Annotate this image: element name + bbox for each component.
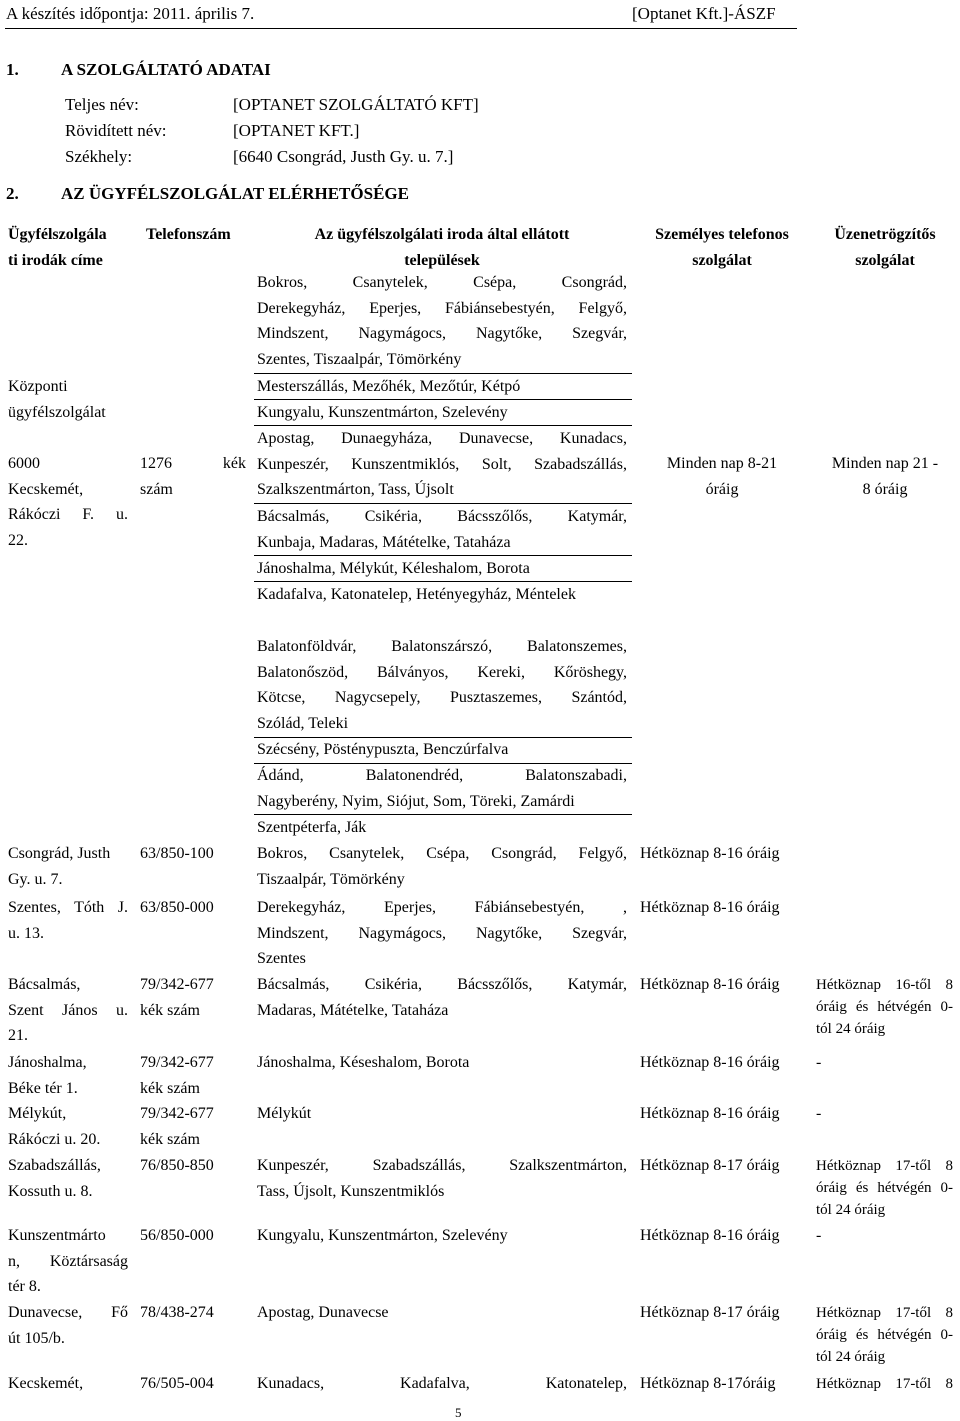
office-address: Bácsalmás, Szent János u. 21. (8, 976, 128, 1044)
settlement-group-2: Ádánd, Balatonendréd, Balatonszabadi, Nagyberény, Nyim, Siójut, Som, Töreki, Zamárdi (257, 767, 627, 810)
central-settlement-group: Jánoshalma, Mélykút, Kéleshalom, Borota (257, 560, 530, 577)
office-address: Dunavecse, Fő út 105/b. (8, 1304, 128, 1347)
office-personal: Hétköznap 8-16 óráig (640, 976, 780, 993)
central-personal: Minden nap 8-21 óráig (666, 455, 778, 498)
value-full-name: [OPTANET SZOLGÁLTATÓ KFT] (233, 95, 479, 114)
office-phone: 63/850-000 (140, 899, 214, 916)
office-settlements: Jánoshalma, Késeshalom, Borota (257, 1054, 470, 1071)
central-settlement-group: Bácsalmás, Csikéria, Bácsszőlős, Katymár, Kunbaja, Madaras, Mátételke, Tataháza (257, 508, 627, 551)
settlement-group-2: Szentpéterfa, Ják (257, 819, 367, 836)
office-personal: Hétköznap 8-16 óráig (640, 845, 780, 862)
label-short-name: Rövidített név: (65, 121, 167, 140)
header-company: [Optanet Kft.]-ÁSZF (632, 4, 776, 23)
office-voicemail: - (816, 1054, 822, 1071)
settlement-group-2: Balatonföldvár, Balatonszárszó, Balatonszemes, Balatonőszöd, Bálványos, Kereki, Kőröshegy, Kötcse, Nagycsepely, Pusztaszemes, Szántód, Szólád, Teleki (257, 638, 627, 732)
office-voicemail: - (816, 1105, 822, 1122)
office-address: Csongrád, Justh Gy. u. 7. (8, 845, 111, 888)
central-settlement-group: Mesterszállás, Mezőhék, Mezőtúr, Kétpó (257, 378, 521, 395)
office-voicemail: Hétköznap 17-től 8 óráig és hétvégén 0- tól 24 óráig (816, 1305, 953, 1365)
office-phone: 76/505-004 (140, 1375, 214, 1392)
office-address: Kunszentmárto n, Köztársaság tér 8. (8, 1227, 128, 1295)
central-voicemail: Minden nap 21 - 8 óráig (831, 455, 939, 498)
section2-title: AZ ÜGYFÉLSZOLGÁLAT ELÉRHETŐSÉGE (61, 184, 409, 203)
office-personal: Hétköznap 8-17 óráig (640, 1304, 780, 1321)
office-personal: Hétköznap 8-16 óráig (640, 1054, 780, 1071)
label-seat: Székhely: (65, 147, 133, 166)
th-phone: Telefonszám (146, 226, 231, 243)
office-phone: 79/342-677 kék szám (140, 1054, 214, 1097)
office-address: Szentes, Tóth J. u. 13. (8, 899, 128, 942)
office-personal: Hétköznap 8-17 óráig (640, 1157, 780, 1174)
central-address: 6000 Kecskemét, Rákóczi F. u. 22. (8, 455, 128, 549)
office-phone: 79/342-677 kék szám (140, 1105, 214, 1148)
office-voicemail: - (816, 1227, 822, 1244)
office-phone: 56/850-000 (140, 1227, 214, 1244)
th-voicemail: Üzenetrögzítős szolgálat (834, 226, 936, 269)
office-phone: 76/850-850 (140, 1157, 214, 1174)
central-settlement-group: Bokros, Csanytelek, Csépa, Csongrád, Derekegyház, Eperjes, Fábiánsebestyén, Felgyő, Mindszent, Nagymágocs, Nagytőke, Szegvár, Szentes, Tiszaalpár, Tömörkény (257, 274, 627, 368)
section2-number: 2. (6, 184, 19, 203)
office-settlements: Kunadacs, Kadafalva, Katonatelep, (257, 1375, 627, 1392)
page-number: 5 (455, 1405, 462, 1420)
office-personal: Hétköznap 8-16 óráig (640, 899, 780, 916)
header-rule (5, 28, 797, 29)
section1-title: A SZOLGÁLTATÓ ADATAI (61, 60, 271, 79)
office-voicemail: Hétköznap 17-től 8 (816, 1376, 953, 1392)
office-personal: Hétköznap 8-16 óráig (640, 1105, 780, 1122)
header-date: A készítés időpontja: 2011. április 7. (6, 4, 255, 23)
office-settlements: Apostag, Dunavecse (257, 1304, 389, 1321)
office-voicemail: Hétköznap 16-től 8 óráig és hétvégén 0- tól 24 óráig (816, 977, 953, 1037)
central-settlement-group: Apostag, Dunaegyháza, Dunavecse, Kunadacs, Kunpeszér, Kunszentmiklós, Solt, Szabadszállás, Szalkszentmárton, Tass, Újsolt (257, 430, 627, 498)
office-address: Jánoshalma, Béke tér 1. (8, 1054, 87, 1097)
office-settlements: Derekegyház, Eperjes, Fábiánsebestyén, , Mindszent, Nagymágocs, Nagytőke, Szegvár, Szentes (257, 899, 627, 967)
office-settlements: Bokros, Csanytelek, Csépa, Csongrád, Felgyő, Tiszaalpár, Tömörkény (257, 845, 627, 888)
office-settlements: Kungyalu, Kunszentmárton, Szelevény (257, 1227, 508, 1244)
office-phone: 78/438-274 (140, 1304, 214, 1321)
office-address: Kecskemét, (8, 1375, 84, 1392)
office-settlements: Bácsalmás, Csikéria, Bácsszőlős, Katymár, Madaras, Mátételke, Tataháza (257, 976, 627, 1019)
th-settlements: Az ügyfélszolgálati iroda által ellátott települések (314, 226, 570, 269)
central-label: Központi ügyfélszolgálat (8, 378, 106, 421)
office-personal: Hétköznap 8-16 óráig (640, 1227, 780, 1244)
th-address: Ügyfélszolgála ti irodák címe (8, 226, 107, 269)
value-short-name: [OPTANET KFT.] (233, 121, 360, 140)
central-settlement-group: Kungyalu, Kunszentmárton, Szelevény (257, 404, 508, 421)
office-settlements: Mélykút (257, 1105, 312, 1122)
th-personal: Személyes telefonos szolgálat (655, 226, 789, 269)
office-settlements: Kunpeszér, Szabadszállás, Szalkszentmárton, Tass, Újsolt, Kunszentmiklós (257, 1157, 627, 1200)
office-address: Mélykút, Rákóczi u. 20. (8, 1105, 101, 1148)
value-seat: [6640 Csongrád, Justh Gy. u. 7.] (233, 147, 454, 166)
office-phone: 63/850-100 (140, 845, 214, 862)
label-full-name: Teljes név: (65, 95, 139, 114)
central-phone: 1276 kék szám (140, 455, 246, 498)
section1-number: 1. (6, 60, 19, 79)
settlement-group-2: Szécsény, Pösténypuszta, Benczúrfalva (257, 741, 509, 758)
office-phone: 79/342-677 kék szám (140, 976, 214, 1019)
office-voicemail: Hétköznap 17-től 8 óráig és hétvégén 0- tól 24 óráig (816, 1158, 953, 1218)
central-settlement-group: Kadafalva, Katonatelep, Hetényegyház, Méntelek (257, 586, 576, 603)
office-personal: Hétköznap 8-17óráig (640, 1375, 776, 1392)
office-address: Szabadszállás, Kossuth u. 8. (8, 1157, 101, 1200)
